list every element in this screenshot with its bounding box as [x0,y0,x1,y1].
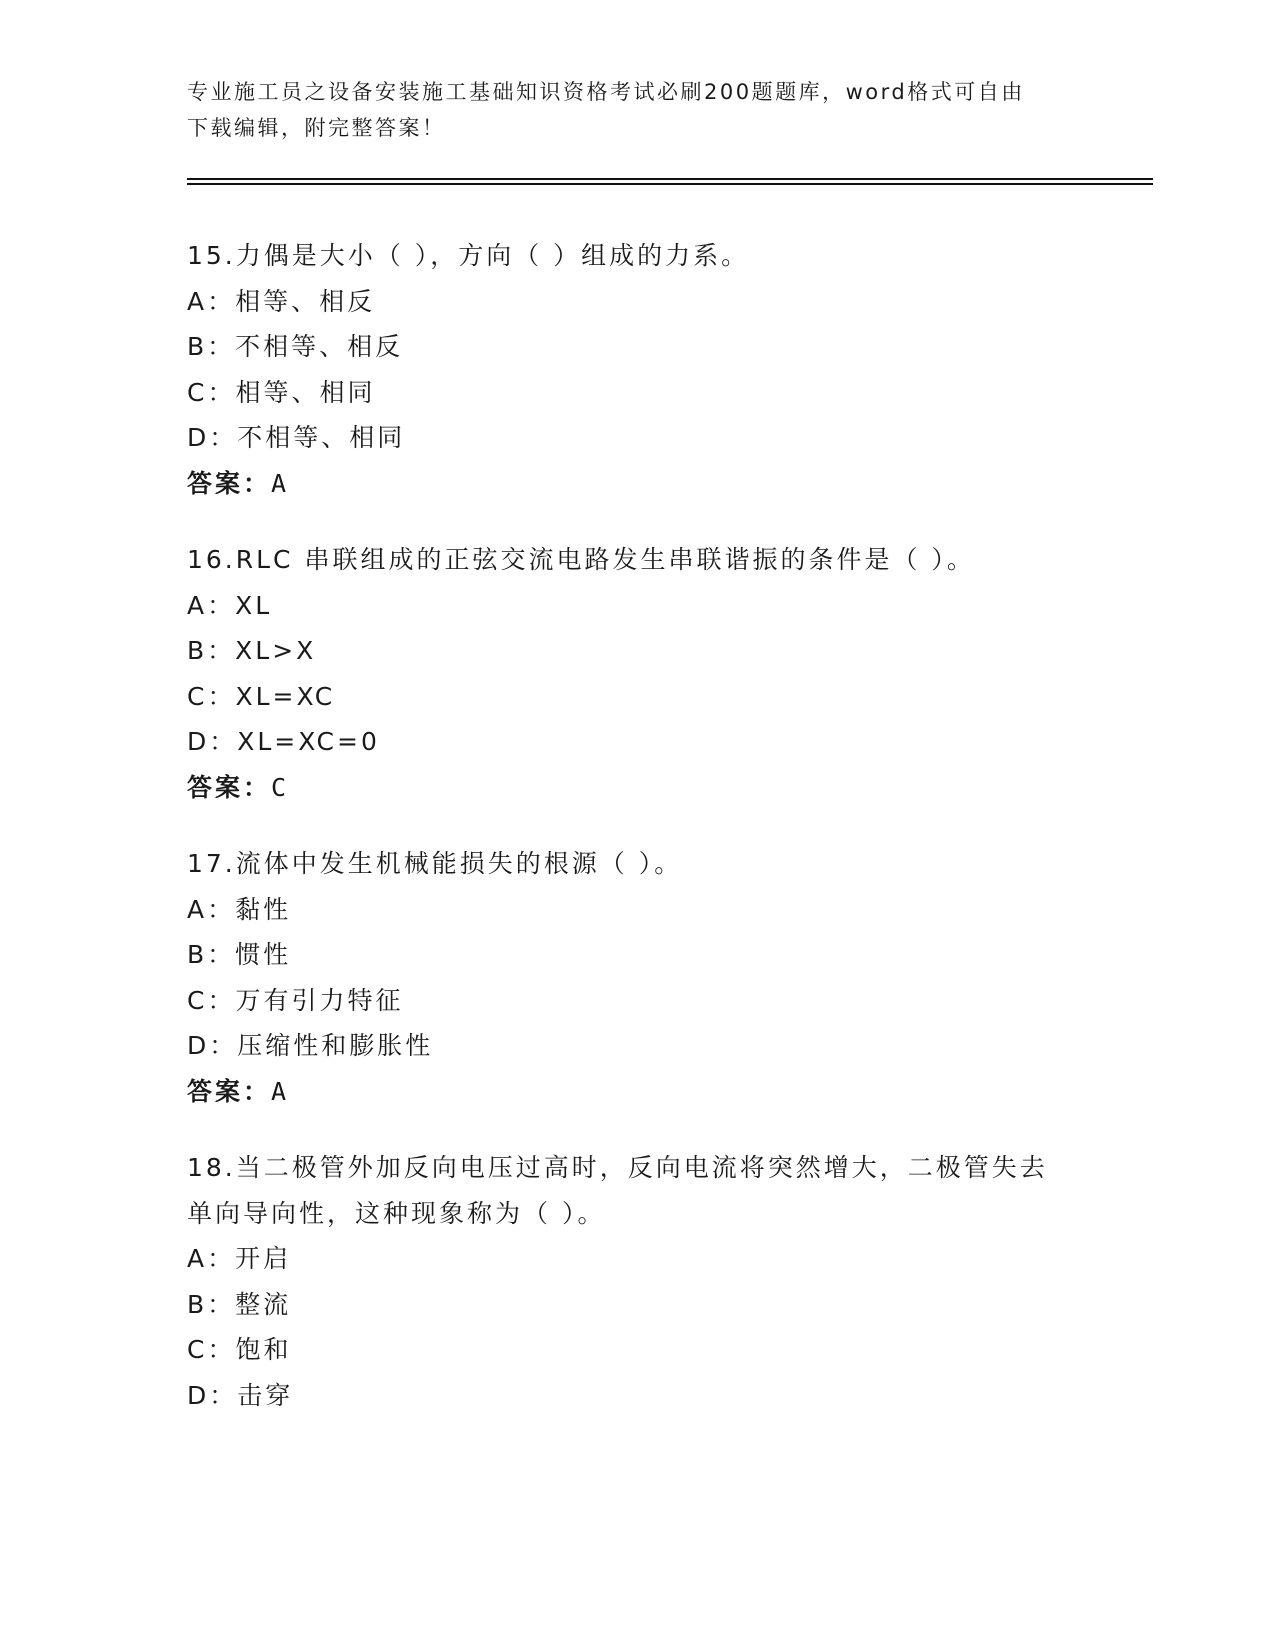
question-stem [187,841,1117,887]
question-stem [187,537,1117,583]
option-a: A：XL [187,590,273,620]
option-d: D：压缩性和膨胀性 [187,1031,434,1060]
answer-line [187,461,1117,507]
option-c: C：XL=XC [187,681,336,711]
question-18 [187,1145,1117,1418]
option-b: B：惯性 [187,940,292,969]
answer-line [187,1069,1117,1115]
answer-label: 答案： [187,772,272,802]
option-d: D：不相等、相同 [187,423,406,452]
answer-label: 答案： [187,468,272,498]
question-stem-line: 17.流体中发生机械能损失的根源（ ）。 [187,849,683,878]
option-b: B：XL>X [187,636,317,665]
header-line-1: 专业施工员之设备安装施工基础知识资格考试必刷200题题库，word格式可自由 [187,80,1025,104]
option-c: C：万有引力特征 [187,985,404,1015]
option-a: A：黏性 [187,894,292,924]
question-stem [187,233,1117,279]
option-d: D：击穿 [187,1380,294,1410]
question-stem-line: 18.当二极管外加反向电压过高时，反向电流将突然增大，二极管失去 [187,1153,1048,1182]
answer-value: A [271,1076,290,1106]
question-17 [187,841,1117,1114]
answer-value: C [271,772,290,802]
answer-line [187,765,1117,811]
option-c: C：相等、相同 [187,377,376,407]
question-stem [187,1145,1117,1236]
option-b: B：整流 [187,1289,292,1319]
question-15 [187,233,1117,506]
option-d: D：XL=XC=0 [187,727,380,756]
answer-label: 答案： [187,1076,272,1106]
header-line-2: 下载编辑，附完整答案！ [187,116,446,140]
answer-value: A [271,468,290,498]
document-header [187,74,1067,146]
header-divider-bottom [187,183,1153,185]
option-a: A：开启 [187,1244,292,1273]
question-stem-line: 16.RLC 串联组成的正弦交流电路发生串联谐振的条件是（ ）。 [187,545,975,574]
question-16 [187,537,1117,810]
option-a: A：相等、相反 [187,286,376,316]
header-divider-top [187,178,1153,180]
question-stem-line: 15.力偶是大小（ ），方向（ ）组成的力系。 [187,241,750,270]
option-b: B：不相等、相反 [187,332,404,361]
option-c: C：饱和 [187,1335,292,1364]
question-list [187,233,1117,1449]
question-stem-line: 单向导向性，这种现象称为（ ）。 [187,1198,606,1228]
